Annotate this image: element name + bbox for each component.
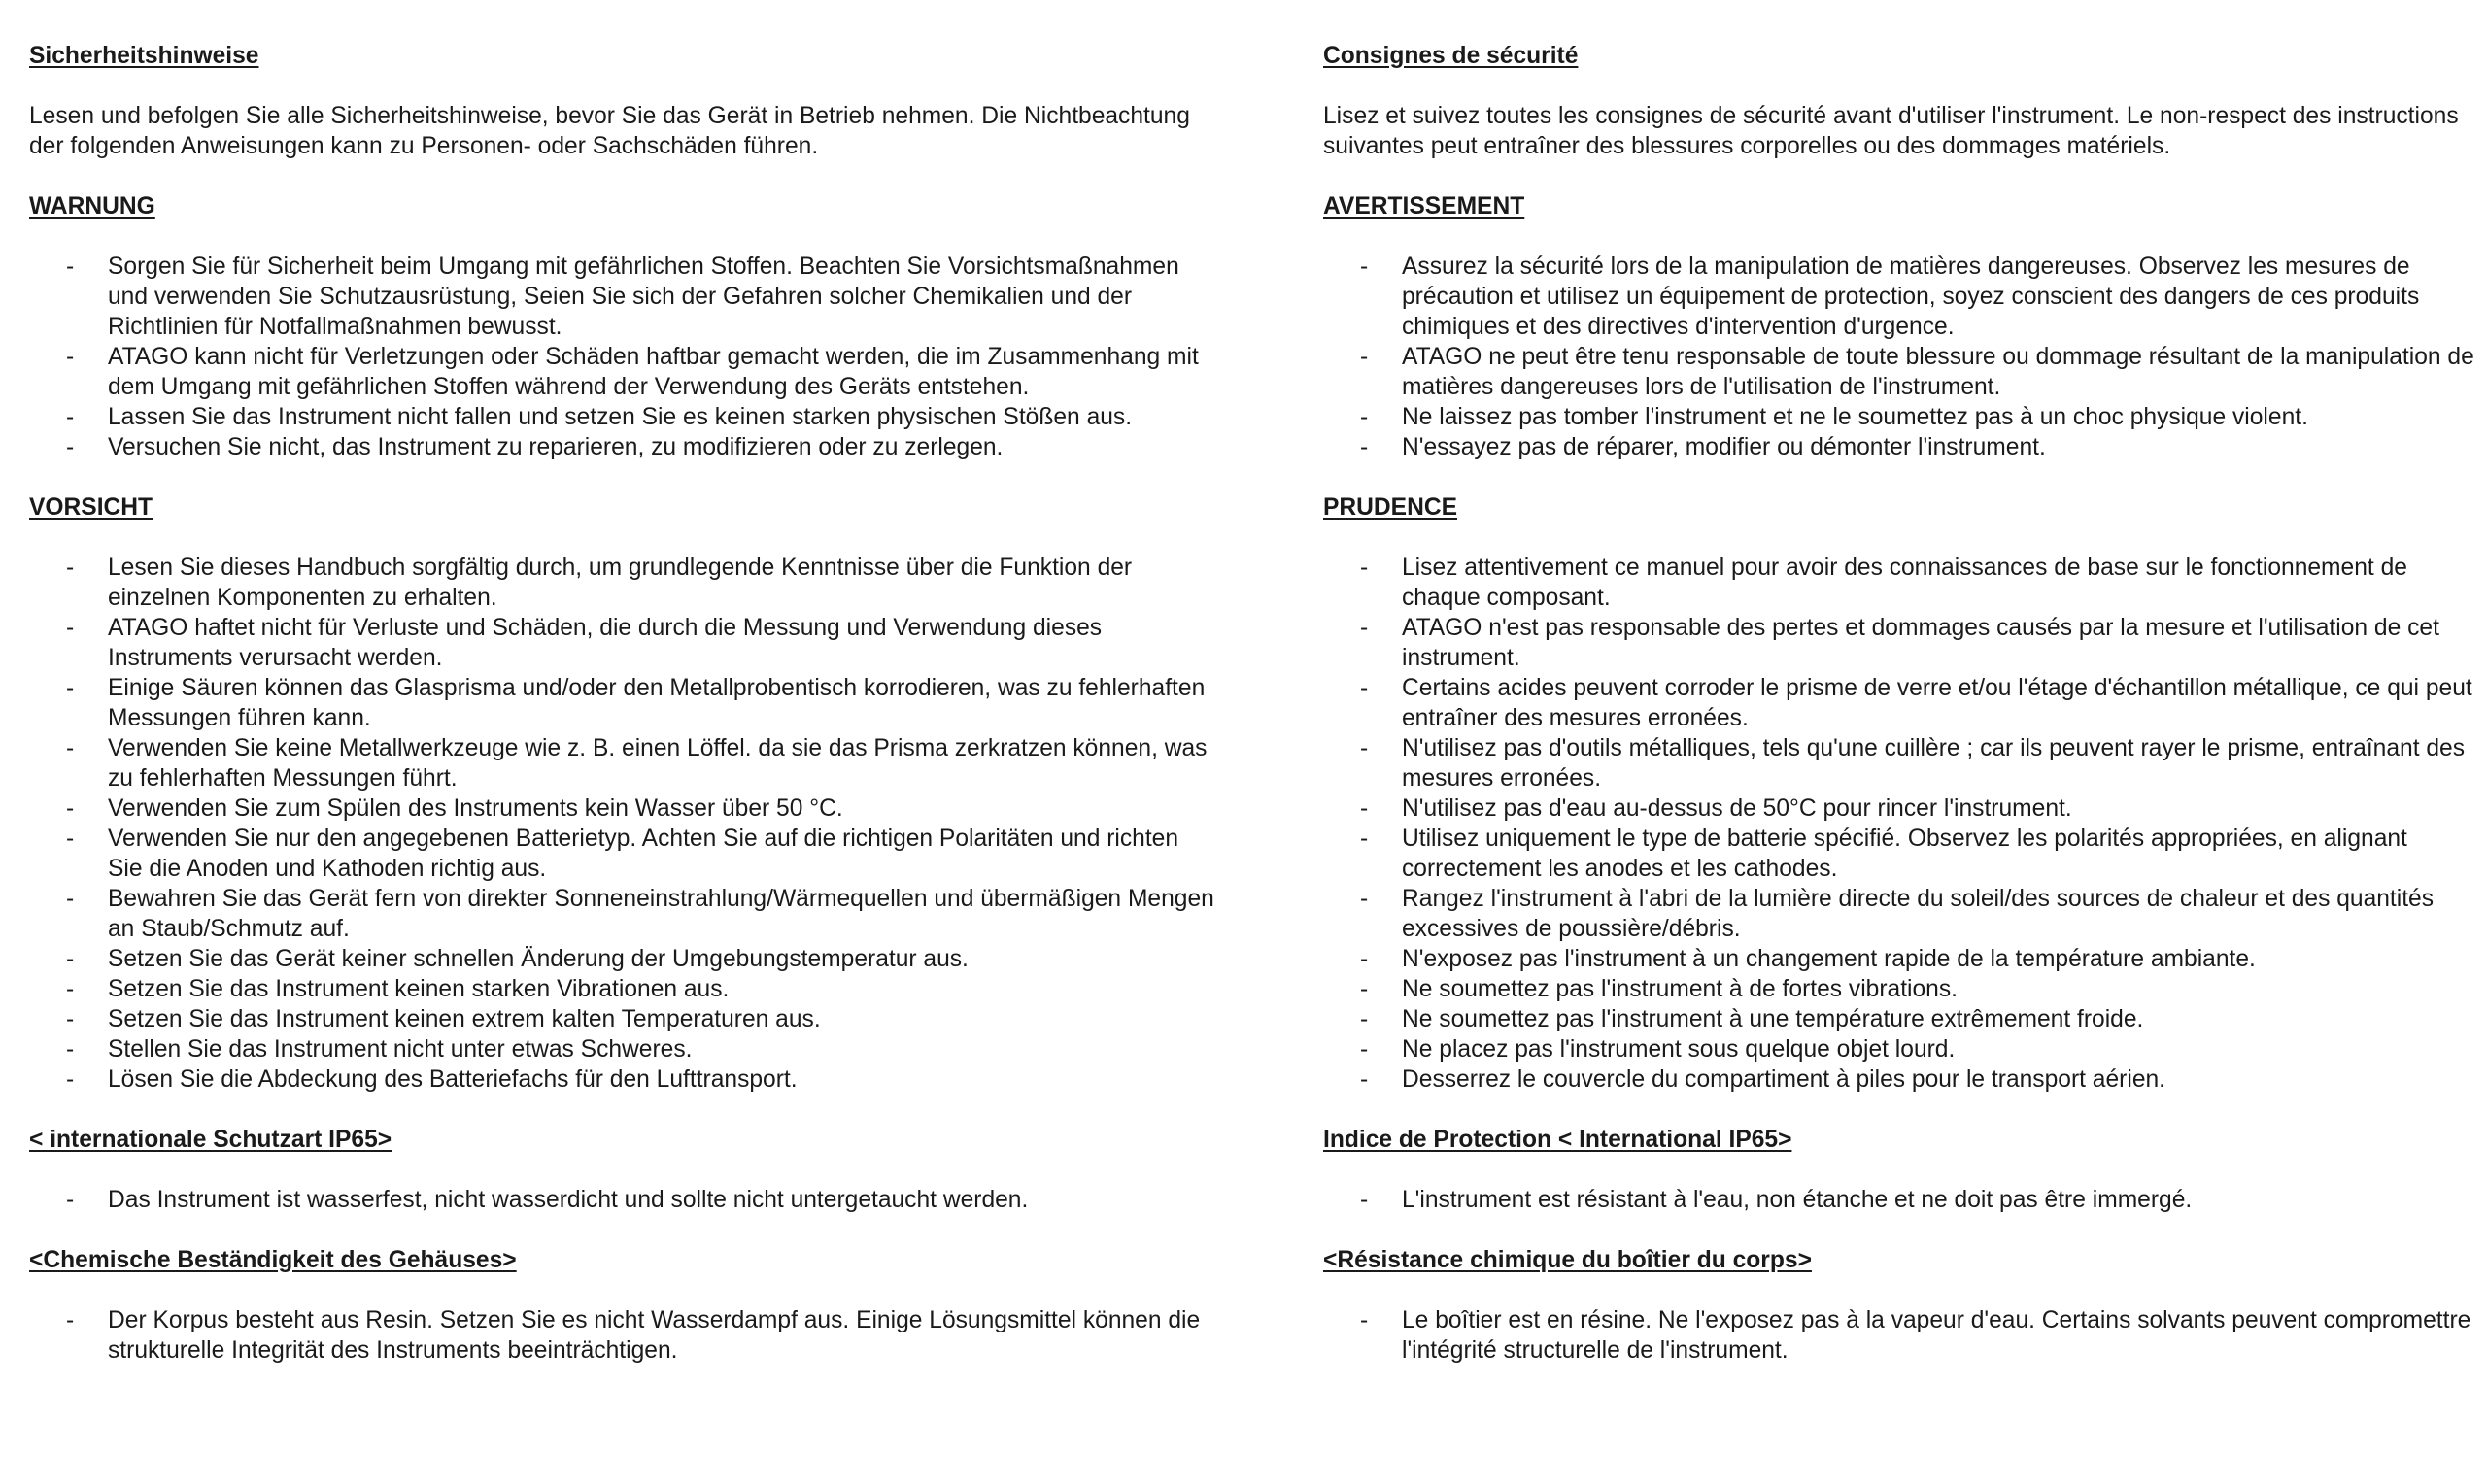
list-item: - N'essayez pas de réparer, modifier ou démonter l'instrument. bbox=[1323, 432, 2479, 462]
german-warning-list bbox=[29, 252, 1214, 462]
list-item: - Bewahren Sie das Gerät fern von direkter Sonneneinstrahlung/Wärmequellen und übermäßigen Mengen an Staub/Schmutz auf. bbox=[29, 884, 1214, 944]
list-item: - Assurez la sécurité lors de la manipulation de matières dangereuses. Observez les mesures de précaution et utilisez un équipement de protection, soyez conscient des dangers de ces produits chimiques et des directives d'intervention d'urgence. bbox=[1323, 252, 2479, 342]
list-item: - Ne soumettez pas l'instrument à de fortes vibrations. bbox=[1323, 974, 2479, 1004]
german-column bbox=[29, 41, 1214, 1366]
list-item: - ATAGO n'est pas responsable des pertes et dommages causés par la mesure et l'utilisation de cet instrument. bbox=[1323, 613, 2479, 673]
french-column bbox=[1323, 41, 2479, 1366]
french-caution-heading: PRUDENCE bbox=[1323, 494, 1458, 521]
french-ip-heading: Indice de Protection < International IP65> bbox=[1323, 1127, 1792, 1153]
list-item: - Sorgen Sie für Sicherheit beim Umgang mit gefährlichen Stoffen. Beachten Sie Vorsichtsmaßnahmen und verwenden Sie Schutzausrüstung, Seien Sie sich der Gefahren solcher Chemikalien und der Richtlinien für Notfallmaßnahmen bewusst. bbox=[29, 252, 1214, 342]
list-item: - N'exposez pas l'instrument à un changement rapide de la température ambiante. bbox=[1323, 944, 2479, 974]
french-warning-list bbox=[1323, 252, 2479, 462]
list-item: - Verwenden Sie zum Spülen des Instruments kein Wasser über 50 °C. bbox=[29, 793, 1214, 824]
french-caution-list bbox=[1323, 553, 2479, 1095]
list-item: - ATAGO haftet nicht für Verluste und Schäden, die durch die Messung und Verwendung dieses Instruments verursacht werden. bbox=[29, 613, 1214, 673]
list-item: - Ne laissez pas tomber l'instrument et ne le soumettez pas à un choc physique violent. bbox=[1323, 402, 2479, 432]
list-item: - N'utilisez pas d'eau au-dessus de 50°C pour rincer l'instrument. bbox=[1323, 793, 2479, 824]
french-ip-list bbox=[1323, 1185, 2479, 1215]
list-item: - Versuchen Sie nicht, das Instrument zu reparieren, zu modifizieren oder zu zerlegen. bbox=[29, 432, 1214, 462]
list-item: - Desserrez le couvercle du compartiment à piles pour le transport aérien. bbox=[1323, 1064, 2479, 1095]
list-item: - N'utilisez pas d'outils métalliques, tels qu'une cuillère ; car ils peuvent rayer le prisme, entraînant des mesures erronées. bbox=[1323, 733, 2479, 793]
list-item: - Setzen Sie das Instrument keinen extrem kalten Temperaturen aus. bbox=[29, 1004, 1214, 1034]
list-item: - Verwenden Sie keine Metallwerkzeuge wie z. B. einen Löffel. da sie das Prisma zerkratzen können, was zu fehlerhaften Messungen führt. bbox=[29, 733, 1214, 793]
list-item: - Lassen Sie das Instrument nicht fallen und setzen Sie es keinen starken physischen Stößen aus. bbox=[29, 402, 1214, 432]
list-item: - Der Korpus besteht aus Resin. Setzen Sie es nicht Wasserdampf aus. Einige Lösungsmittel können die strukturelle Integrität des Instruments beeinträchtigen. bbox=[29, 1305, 1214, 1366]
list-item: - Das Instrument ist wasserfest, nicht wasserdicht und sollte nicht untergetaucht werden. bbox=[29, 1185, 1214, 1215]
list-item: - ATAGO kann nicht für Verletzungen oder Schäden haftbar gemacht werden, die im Zusammenhang mit dem Umgang mit gefährlichen Stoffen während der Verwendung des Geräts entstehen. bbox=[29, 342, 1214, 402]
german-intro: Lesen und befolgen Sie alle Sicherheitshinweise, bevor Sie das Gerät in Betrieb nehmen. Die Nichtbeachtung der folgenden Anweisungen kann zu Personen- oder Sachschäden führen. bbox=[29, 103, 1190, 159]
german-title: Sicherheitshinweise bbox=[29, 43, 259, 69]
german-caution-heading: VORSICHT bbox=[29, 494, 153, 521]
list-item: - Utilisez uniquement le type de batterie spécifié. Observez les polarités appropriées, en alignant correctement les anodes et les cathodes. bbox=[1323, 824, 2479, 884]
german-ip-list bbox=[29, 1185, 1214, 1215]
list-item: - Lesen Sie dieses Handbuch sorgfältig durch, um grundlegende Kenntnisse über die Funktion der einzelnen Komponenten zu erhalten. bbox=[29, 553, 1214, 613]
german-ip-heading: < internationale Schutzart IP65> bbox=[29, 1127, 392, 1153]
german-chem-heading: <Chemische Beständigkeit des Gehäuses> bbox=[29, 1247, 517, 1273]
list-item: - Setzen Sie das Gerät keiner schnellen Änderung der Umgebungstemperatur aus. bbox=[29, 944, 1214, 974]
list-item: - Rangez l'instrument à l'abri de la lumière directe du soleil/des sources de chaleur et des quantités excessives de poussière/débris. bbox=[1323, 884, 2479, 944]
french-warning-heading: AVERTISSEMENT bbox=[1323, 193, 1525, 219]
german-warning-heading: WARNUNG bbox=[29, 193, 155, 219]
french-chem-list bbox=[1323, 1305, 2479, 1366]
list-item: - Verwenden Sie nur den angegebenen Batterietyp. Achten Sie auf die richtigen Polaritäten und richten Sie die Anoden und Kathoden richtig aus. bbox=[29, 824, 1214, 884]
list-item: - L'instrument est résistant à l'eau, non étanche et ne doit pas être immergé. bbox=[1323, 1185, 2479, 1215]
german-caution-list bbox=[29, 553, 1214, 1095]
list-item: - Lösen Sie die Abdeckung des Batteriefachs für den Lufttransport. bbox=[29, 1064, 1214, 1095]
list-item: - Certains acides peuvent corroder le prisme de verre et/ou l'étage d'échantillon métallique, ce qui peut entraîner des mesures erronées. bbox=[1323, 673, 2479, 733]
list-item: - Ne soumettez pas l'instrument à une température extrêmement froide. bbox=[1323, 1004, 2479, 1034]
french-intro: Lisez et suivez toutes les consignes de sécurité avant d'utiliser l'instrument. Le non-respect des instructions suivantes peut entraîner des blessures corporelles ou des dommages matériels. bbox=[1323, 103, 2459, 159]
french-chem-heading: <Résistance chimique du boîtier du corps> bbox=[1323, 1247, 1812, 1273]
list-item: - Ne placez pas l'instrument sous quelque objet lourd. bbox=[1323, 1034, 2479, 1064]
list-item: - Lisez attentivement ce manuel pour avoir des connaissances de base sur le fonctionnement de chaque composant. bbox=[1323, 553, 2479, 613]
list-item: - ATAGO ne peut être tenu responsable de toute blessure ou dommage résultant de la manipulation de matières dangereuses lors de l'utilisation de l'instrument. bbox=[1323, 342, 2479, 402]
french-title: Consignes de sécurité bbox=[1323, 43, 1579, 69]
list-item: - Setzen Sie das Instrument keinen starken Vibrationen aus. bbox=[29, 974, 1214, 1004]
list-item: - Stellen Sie das Instrument nicht unter etwas Schweres. bbox=[29, 1034, 1214, 1064]
list-item: - Einige Säuren können das Glasprisma und/oder den Metallprobentisch korrodieren, was zu fehlerhaften Messungen führen kann. bbox=[29, 673, 1214, 733]
list-item: - Le boîtier est en résine. Ne l'exposez pas à la vapeur d'eau. Certains solvants peuvent compromettre l'intégrité structurelle de l'instrument. bbox=[1323, 1305, 2479, 1366]
german-chem-list bbox=[29, 1305, 1214, 1366]
